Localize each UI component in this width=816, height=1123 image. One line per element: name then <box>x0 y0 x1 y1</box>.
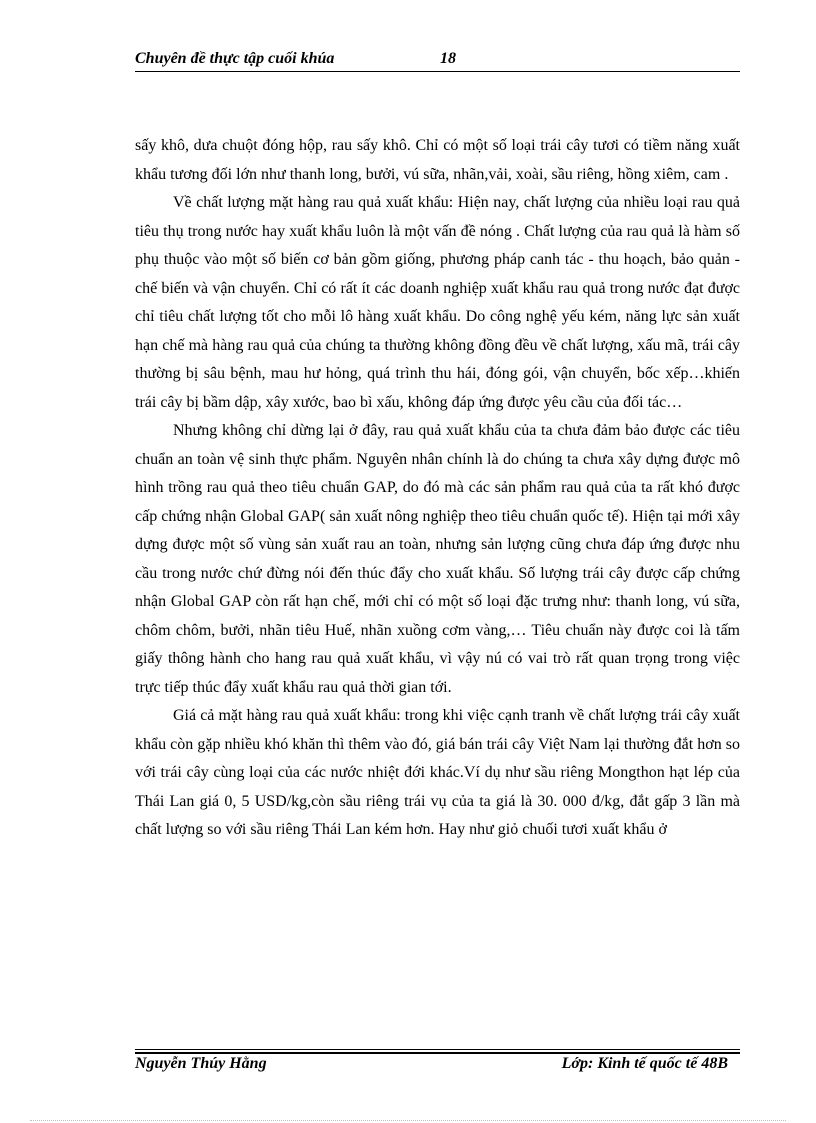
page-number: 18 <box>440 50 456 67</box>
footer-divider-thick <box>135 1052 740 1054</box>
footer-divider-thin <box>135 1049 740 1050</box>
paragraph-food-safety: Nhưng không chỉ dừng lại ở đây, rau quả xuất khẩu của ta chưa đảm bảo được các tiêu chuẩn an toàn vệ sinh thực phẩm. Nguyên nhân chính là do chúng ta chưa xây dựng được mô hình trồng rau quả theo tiêu chuẩn GAP, do đó mà các sản phẩm rau quả của ta rất khó được cấp chứng nhận Global GAP( sản xuất nông nghiệp theo tiêu chuẩn quốc tế). Hiện tại mới xây dựng được một số vùng sản xuất rau an toàn, nhưng sản lượng cũng chưa đáp ứng được nhu cầu trong nước chứ đừng nói đến thúc đẩy cho xuất khẩu. Số lượng trái cây được cấp chứng nhận Global GAP còn rất hạn chế, mới chỉ có một số loại đặc trưng như: thanh long, vú sữa, chôm chôm, bưởi, nhãn tiêu Huế, nhãn xuồng cơm vàng,… Tiêu chuẩn này được coi là tấm giấy thông hành cho hang rau quả xuất khẩu, vì vậy nú có vai trò rất quan trọng trong việc trực tiếp thúc đẩy xuất khẩu rau quả thời gian tới. <box>135 422 740 696</box>
page-edge-divider <box>30 1120 786 1121</box>
document-body <box>135 132 740 845</box>
header-title: Chuyên đề thực tập cuối khúa <box>135 50 335 67</box>
paragraph-quality: Về chất lượng mặt hàng rau quả xuất khẩu: Hiện nay, chất lượng của nhiều loại rau quả tiêu thụ trong nước hay xuất khẩu luôn là một vấn đề nóng . Chất lượng của rau quả là hàm số phụ thuộc vào một số biến cơ bản gồm giống, phương pháp canh tác - thu hoạch, bảo quản - chế biến và vận chuyển. Chỉ có rất ít các doanh nghiệp xuất khẩu rau quả trong nước đạt được chỉ tiêu chất lượng tốt cho mỗi lô hàng xuất khẩu. Do công nghệ yếu kém, năng lực sản xuất hạn chế mà hàng rau quả của chúng ta thường không đồng đều về chất lượng, xấu mã, trái cây thường bị sâu bệnh, mau hư hỏng, quá trình thu hái, đóng gói, vận chuyển, bốc xếp…khiến trái cây bị bầm dập, xây xước, bao bì xấu, không đáp ứng được yêu cầu của đối tác… <box>135 194 740 411</box>
page-footer <box>135 1055 740 1077</box>
header-divider <box>135 71 740 72</box>
paragraph-price: Giá cả mặt hàng rau quả xuất khẩu: trong khi việc cạnh tranh về chất lượng trái cây xuất khẩu còn gặp nhiều khó khăn thì thêm vào đó, giá bán trái cây Việt Nam lại thường đắt hơn so với trái cây cùng loại của các nước nhiệt đới khác.Ví dụ như sầu riêng Mongthon hạt lép của Thái Lan giá 0, 5 USD/kg,còn sầu riêng trái vụ của ta giá là 30. 000 đ/kg, đắt gấp 3 lần mà chất lượng so với sầu riêng Thái Lan kém hơn. Hay như giỏ chuối tươi xuất khẩu ở <box>135 707 740 838</box>
paragraph-continuation: sấy khô, dưa chuột đóng hộp, rau sấy khô. Chỉ có một số loại trái cây tươi có tiềm năng xuất khẩu tương đối lớn như thanh long, bưởi, vú sữa, nhãn,vải, xoài, sầu riêng, hồng xiêm, cam . <box>135 137 740 183</box>
page-header <box>135 50 740 72</box>
footer-author: Nguyễn Thúy Hằng <box>135 1055 267 1072</box>
footer-class: Lớp: Kinh tế quốc tế 48B <box>561 1055 728 1072</box>
